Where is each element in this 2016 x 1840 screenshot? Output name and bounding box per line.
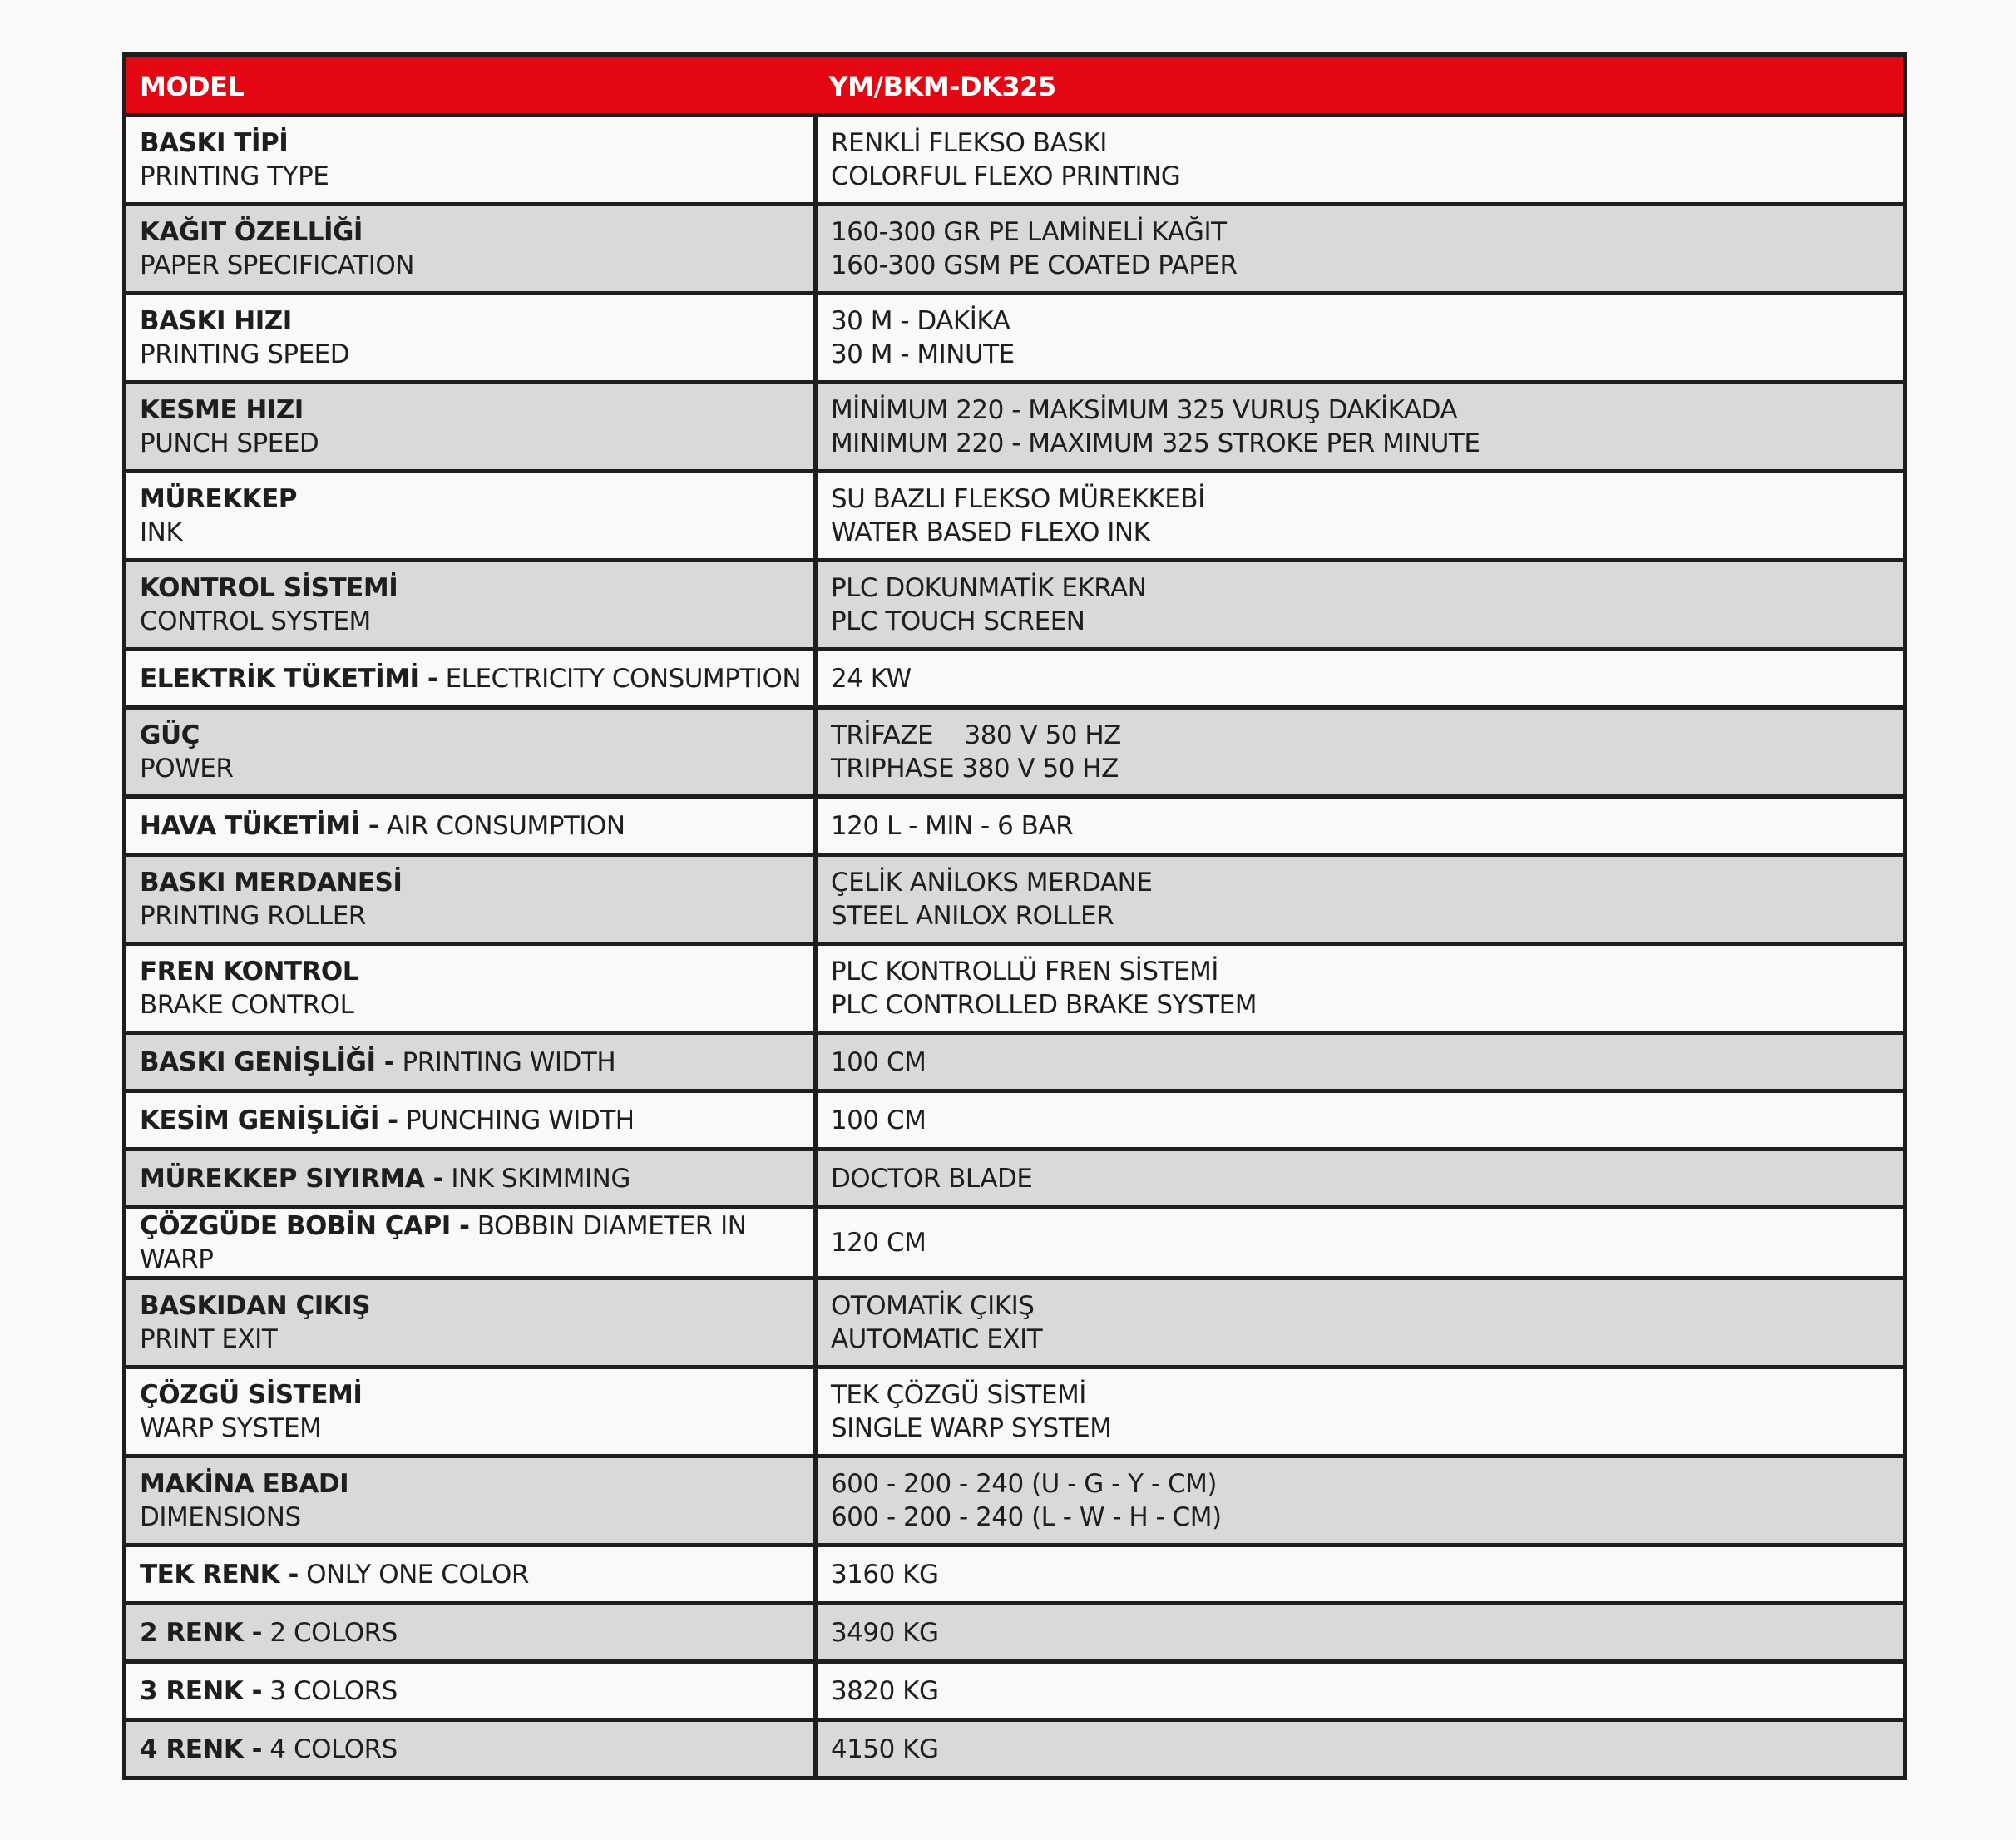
spec-value (815, 1546, 1905, 1604)
spec-value-turkish: 24 KW (830, 663, 912, 694)
spec-label-english: PRINT EXIT (140, 1324, 278, 1354)
spec-value-turkish: PLC DOKUNMATİK EKRAN (830, 573, 1147, 603)
header-model-label: MODEL (125, 55, 816, 116)
spec-value (815, 1208, 1905, 1279)
spec-label-turkish: KONTROL SİSTEMİ (140, 573, 398, 603)
spec-value-english: PLC TOUCH SCREEN (830, 606, 1085, 636)
spec-label (125, 1546, 816, 1604)
table-row (125, 1604, 1905, 1662)
spec-label-turkish: KESME HIZI (140, 395, 304, 425)
spec-label-turkish: ÇÖZGÜ SİSTEMİ (140, 1380, 363, 1410)
table-row (125, 472, 1905, 561)
spec-label (125, 1720, 816, 1778)
table-row (125, 1457, 1905, 1546)
spec-label (125, 1150, 816, 1208)
spec-label-english: PRINTING SPEED (140, 339, 350, 369)
spec-value-english: TRIPHASE 380 V 50 HZ (830, 754, 1119, 784)
spec-value-english: WATER BASED FLEXO INK (830, 517, 1150, 547)
spec-value-english: SINGLE WARP SYSTEM (830, 1413, 1112, 1443)
spec-value-turkish: DOCTOR BLADE (830, 1163, 1033, 1194)
spec-label-turkish: BASKIDAN ÇIKIŞ (140, 1291, 371, 1321)
spec-value-turkish: 4150 KG (830, 1734, 939, 1764)
spec-value-english: 600 - 200 - 240 (L - W - H - CM) (830, 1502, 1222, 1532)
specification-table (122, 52, 1907, 1780)
spec-value-turkish: 100 CM (830, 1105, 926, 1135)
spec-value (815, 650, 1905, 708)
spec-value-english: 30 M - MINUTE (830, 339, 1015, 369)
spec-value-turkish: RENKLİ FLEKSO BASKI (830, 128, 1107, 158)
spec-label (125, 1604, 816, 1662)
table-row (125, 1033, 1905, 1091)
spec-label-turkish: MAKİNA EBADI (140, 1469, 349, 1499)
header-model-value: YM/BKM-DK325 (815, 55, 1905, 116)
spec-label (125, 1091, 816, 1150)
spec-label (125, 855, 816, 944)
spec-label-turkish: 2 RENK - (140, 1617, 263, 1648)
spec-label-english: PAPER SPECIFICATION (140, 250, 414, 280)
spec-value-english: AUTOMATIC EXIT (830, 1324, 1043, 1354)
spec-value-turkish: PLC KONTROLLÜ FREN SİSTEMİ (830, 957, 1218, 987)
spec-label-turkish: MÜREKKEP SIYIRMA - (140, 1163, 444, 1194)
table-row (125, 944, 1905, 1033)
spec-value (815, 1662, 1905, 1720)
spec-label-turkish: KESİM GENİŞLİĞİ - (140, 1105, 398, 1135)
spec-label (125, 205, 816, 294)
spec-label-english: 2 COLORS (269, 1617, 398, 1648)
spec-value-turkish: TEK ÇÖZGÜ SİSTEMİ (830, 1380, 1086, 1410)
spec-label (125, 944, 816, 1033)
spec-label-turkish: MÜREKKEP (140, 484, 298, 514)
table-row (125, 855, 1905, 944)
spec-value (815, 561, 1905, 650)
spec-label-turkish: ELEKTRİK TÜKETİMİ - (140, 663, 438, 694)
spec-label (125, 561, 816, 650)
spec-value-english: PLC CONTROLLED BRAKE SYSTEM (830, 990, 1257, 1020)
spec-value-turkish: SU BAZLI FLEKSO MÜREKKEBİ (830, 484, 1205, 514)
spec-label (125, 1279, 816, 1368)
table-row (125, 1720, 1905, 1778)
spec-label-english: BOBBIN DIAMETER IN WARP (140, 1211, 747, 1274)
table-row (125, 797, 1905, 855)
spec-value (815, 1720, 1905, 1778)
spec-label-turkish: FREN KONTROL (140, 957, 359, 987)
spec-value (815, 1368, 1905, 1457)
spec-label-turkish: 3 RENK - (140, 1675, 263, 1706)
table-row (125, 116, 1905, 205)
spec-value (815, 855, 1905, 944)
spec-label-english: BRAKE CONTROL (140, 990, 354, 1020)
spec-label-turkish: BASKI HIZI (140, 306, 292, 336)
spec-label (125, 1457, 816, 1546)
spec-label-english: PUNCHING WIDTH (405, 1105, 635, 1135)
spec-value (815, 1150, 1905, 1208)
spec-label (125, 1368, 816, 1457)
spec-label (125, 1662, 816, 1720)
spec-label-english: PRINTING TYPE (140, 161, 329, 191)
spec-value-turkish: 3490 KG (830, 1617, 939, 1648)
spec-label-english: ELECTRICITY CONSUMPTION (445, 663, 802, 694)
spec-label-english: PUNCH SPEED (140, 428, 319, 458)
spec-value (815, 797, 1905, 855)
spec-value (815, 205, 1905, 294)
spec-label-english: INK SKIMMING (451, 1163, 630, 1194)
table-row (125, 1546, 1905, 1604)
spec-value-turkish: 600 - 200 - 240 (U - G - Y - CM) (830, 1469, 1217, 1499)
spec-label-english: PRINTING ROLLER (140, 901, 366, 931)
spec-value-turkish: ÇELİK ANİLOKS MERDANE (830, 868, 1153, 898)
spec-value-english: COLORFUL FLEXO PRINTING (830, 161, 1181, 191)
spec-value (815, 1091, 1905, 1150)
spec-value (815, 1604, 1905, 1662)
table-row (125, 1208, 1905, 1279)
table-row (125, 294, 1905, 383)
spec-label-english: INK (140, 517, 183, 547)
spec-label (125, 797, 816, 855)
spec-label-turkish: BASKI GENİŞLİĞİ - (140, 1046, 395, 1077)
spec-label-turkish: KAĞIT ÖZELLİĞİ (140, 217, 363, 247)
spec-label-english: AIR CONSUMPTION (386, 810, 625, 841)
table-row (125, 383, 1905, 472)
spec-label (125, 383, 816, 472)
table-row (125, 561, 1905, 650)
spec-label-turkish: BASKI TİPİ (140, 128, 289, 158)
spec-value (815, 472, 1905, 561)
spec-value-turkish: 3820 KG (830, 1675, 939, 1706)
spec-value-turkish: 120 L - MIN - 6 BAR (830, 810, 1074, 841)
spec-value-turkish: MİNİMUM 220 - MAKSİMUM 325 VURUŞ DAKİKADA (830, 395, 1458, 425)
spec-value-turkish: 3160 KG (830, 1559, 939, 1590)
spec-label-turkish: BASKI MERDANESİ (140, 868, 403, 898)
spec-label-english: PRINTING WIDTH (402, 1046, 616, 1077)
spec-value (815, 708, 1905, 797)
spec-label-turkish: 4 RENK - (140, 1734, 263, 1764)
spec-label-english: ONLY ONE COLOR (306, 1559, 529, 1590)
spec-value-turkish: 160-300 GR PE LAMİNELİ KAĞIT (830, 217, 1227, 247)
spec-value (815, 383, 1905, 472)
table-row (125, 1091, 1905, 1150)
spec-value-english: MINIMUM 220 - MAXIMUM 325 STROKE PER MINUTE (830, 428, 1480, 458)
spec-label-english: WARP SYSTEM (140, 1413, 322, 1443)
spec-label (125, 294, 816, 383)
spec-value (815, 1279, 1905, 1368)
spec-value-english: 160-300 GSM PE COATED PAPER (830, 250, 1238, 280)
spec-label-english: POWER (140, 754, 234, 784)
spec-label (125, 472, 816, 561)
spec-label (125, 650, 816, 708)
spec-value-turkish: 120 CM (830, 1228, 926, 1258)
spec-label-turkish: TEK RENK - (140, 1559, 299, 1590)
table-row (125, 1150, 1905, 1208)
spec-label (125, 1033, 816, 1091)
spec-label (125, 116, 816, 205)
spec-value (815, 944, 1905, 1033)
table-row (125, 650, 1905, 708)
spec-label-english: DIMENSIONS (140, 1502, 301, 1532)
spec-value (815, 294, 1905, 383)
spec-value (815, 1033, 1905, 1091)
spec-label-turkish: GÜÇ (140, 720, 200, 750)
spec-label-turkish: ÇÖZGÜDE BOBİN ÇAPI - (140, 1211, 470, 1241)
spec-label-turkish: HAVA TÜKETİMİ - (140, 810, 379, 841)
spec-label (125, 708, 816, 797)
spec-label (125, 1208, 816, 1279)
spec-value-turkish: OTOMATİK ÇIKIŞ (830, 1291, 1035, 1321)
spec-value-turkish: 30 M - DAKİKA (830, 306, 1010, 336)
spec-value-turkish: 100 CM (830, 1046, 926, 1077)
spec-value-turkish: TRİFAZE 380 V 50 HZ (830, 720, 1121, 750)
spec-value (815, 116, 1905, 205)
spec-value (815, 1457, 1905, 1546)
table-row (125, 708, 1905, 797)
table-row (125, 205, 1905, 294)
spec-label-english: 4 COLORS (269, 1734, 398, 1764)
spec-label-english: CONTROL SYSTEM (140, 606, 371, 636)
table-row (125, 1662, 1905, 1720)
table-row (125, 1368, 1905, 1457)
spec-value-english: STEEL ANILOX ROLLER (830, 901, 1114, 931)
table-row (125, 1279, 1905, 1368)
table-header-row (125, 55, 1905, 116)
spec-label-english: 3 COLORS (269, 1675, 398, 1706)
